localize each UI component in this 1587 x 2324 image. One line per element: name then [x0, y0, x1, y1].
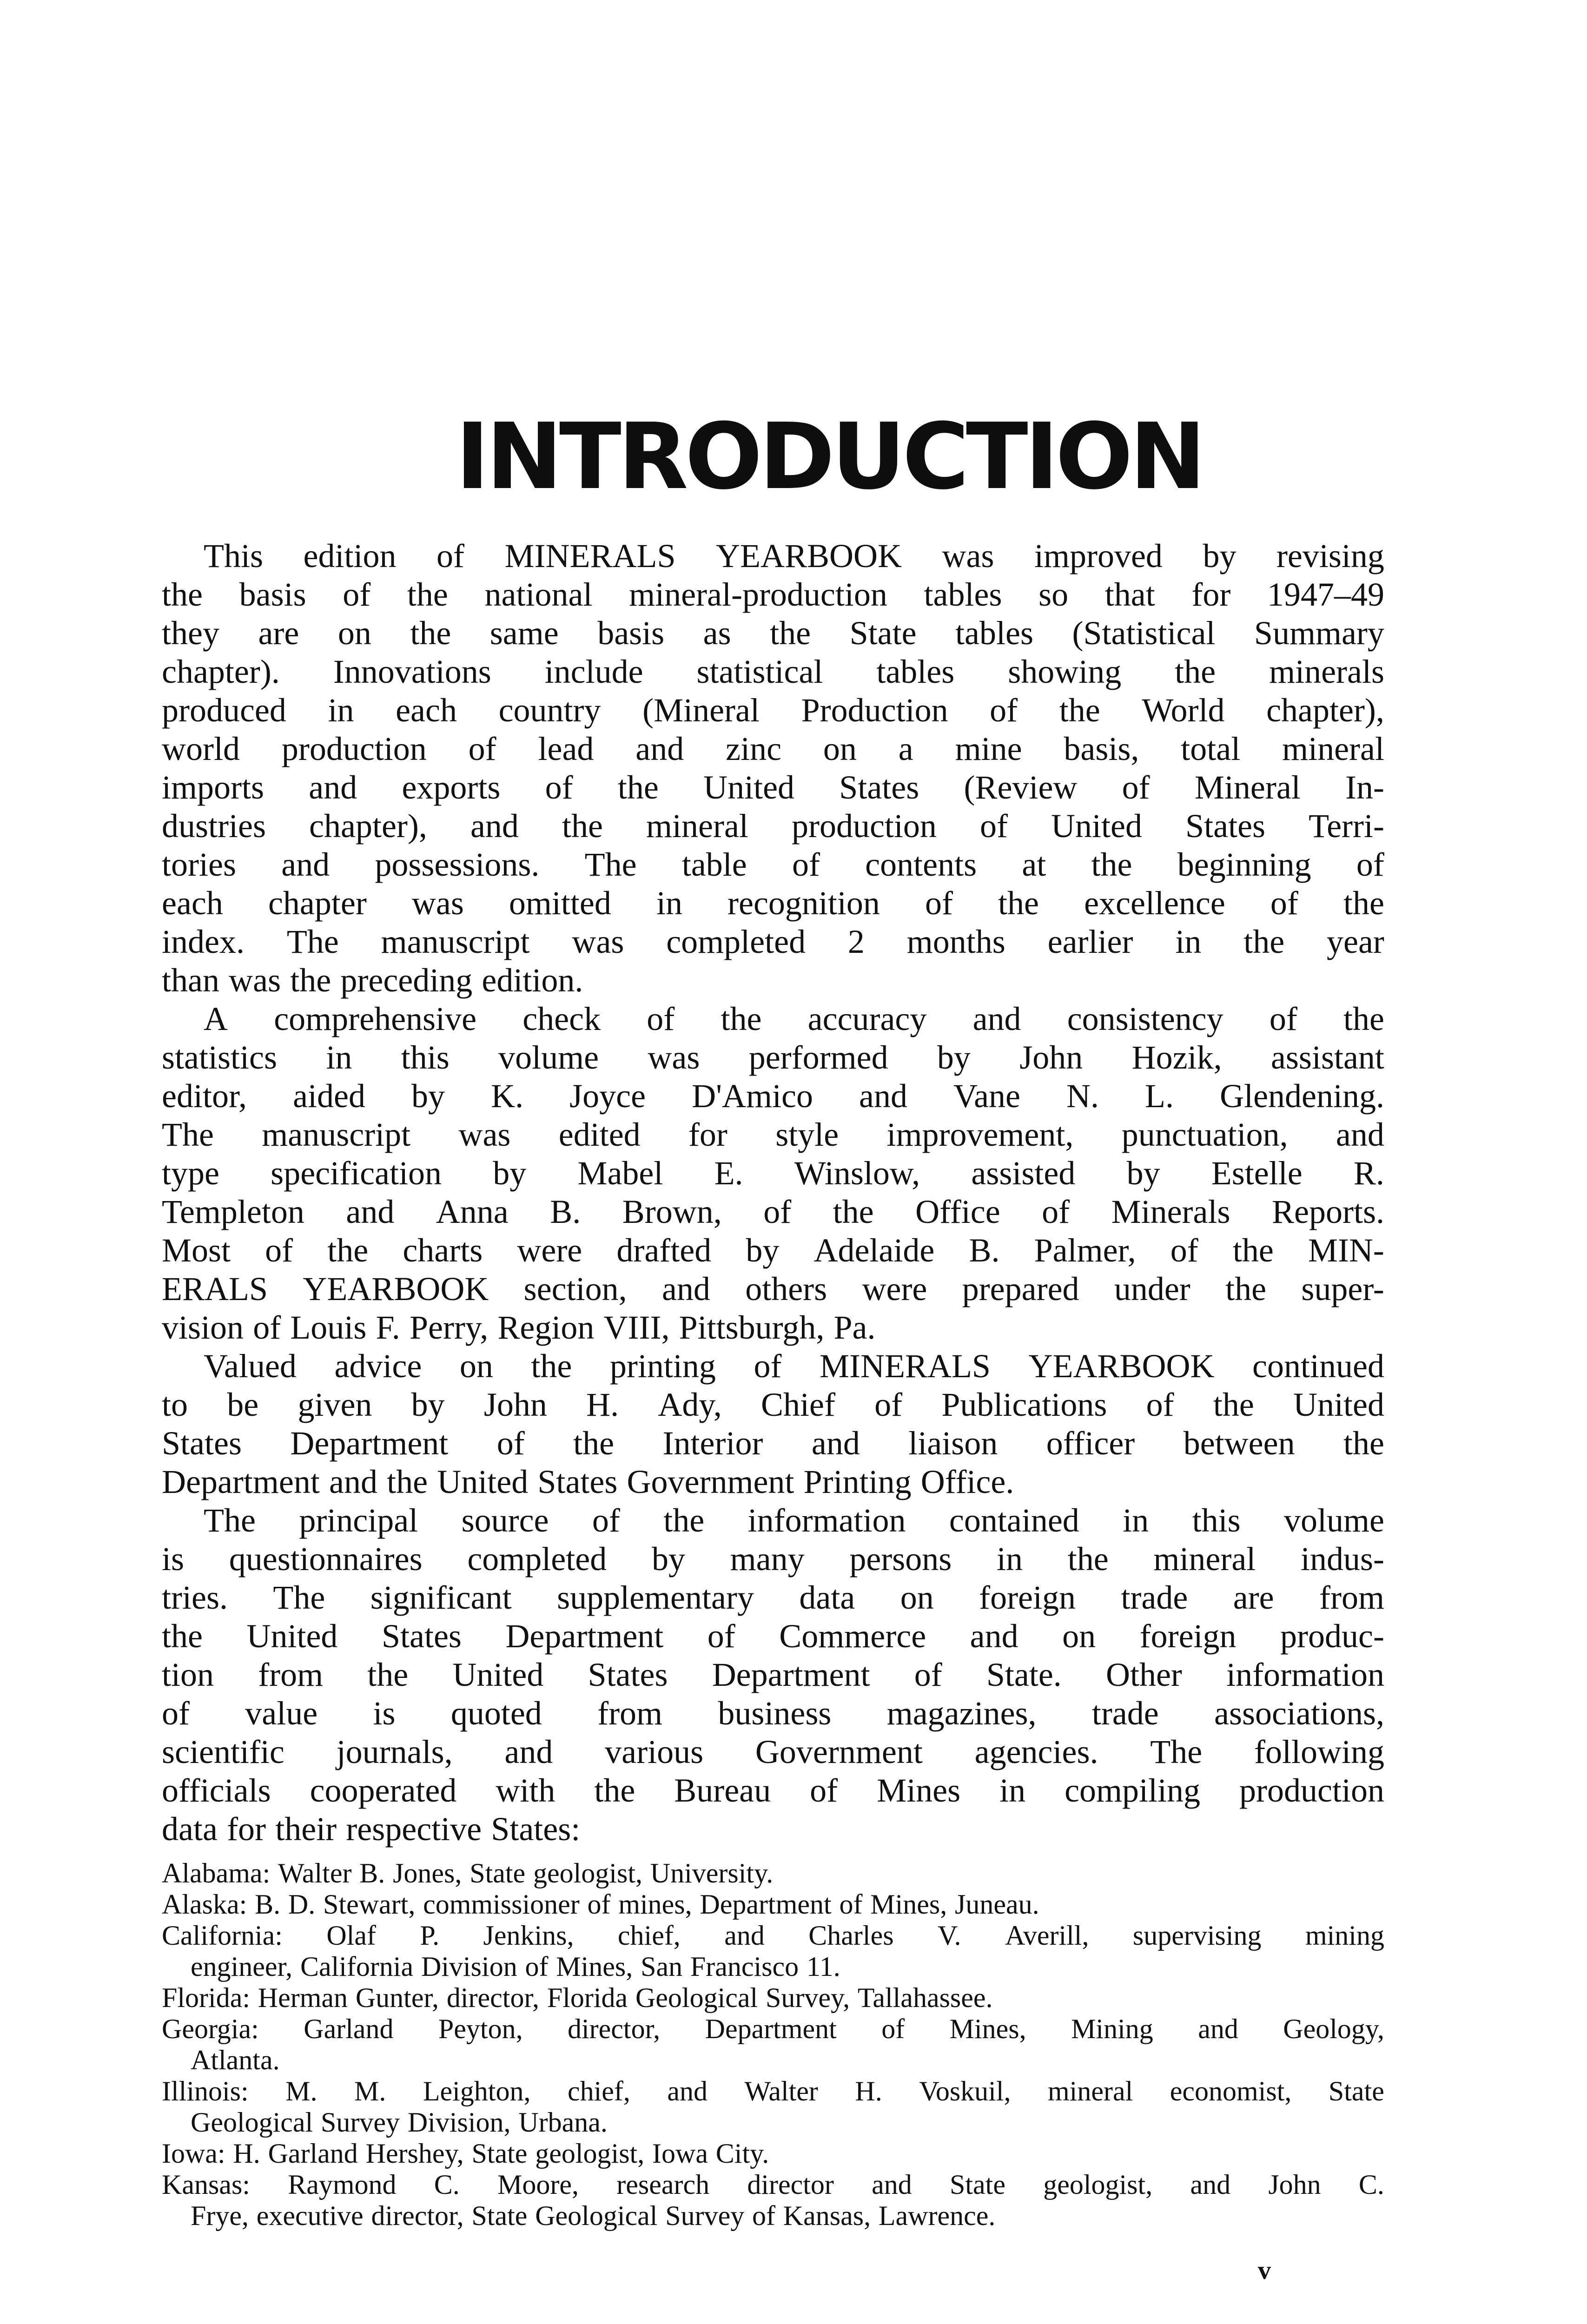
text-line: The principal source of the information contained in this volume [204, 1502, 1384, 1539]
text-line: of value is quoted from business magazines, trade associations, [162, 1695, 1384, 1732]
text-line: to be given by John H. Ady, Chief of Publications of the United [162, 1386, 1384, 1423]
text-line: Valued advice on the printing of MINERALS YEARBOOK continued [204, 1347, 1384, 1385]
official-line: Alaska: B. D. Stewart, commissioner of mines, Department of Mines, Juneau. [162, 1889, 1039, 1920]
paragraph [162, 537, 1384, 1000]
text-line: tries. The significant supplementary data on foreign trade are from [162, 1579, 1384, 1616]
official-line: Frye, executive director, State Geological Survey of Kansas, Lawrence. [191, 2200, 996, 2231]
text-line: States Department of the Interior and liaison officer between the [162, 1425, 1384, 1462]
body-text [162, 537, 1384, 2232]
official-line: Georgia: Garland Peyton, director, Department of Mines, Mining and Geology, [162, 2014, 1384, 2044]
officials-list [162, 1858, 1384, 2232]
text-line: The manuscript was edited for style improvement, punctuation, and [162, 1116, 1384, 1153]
text-line: Department and the United States Government Printing Office. [162, 1463, 1014, 1500]
text-line: ERALS YEARBOOK section, and others were prepared under the super- [162, 1270, 1384, 1307]
text-line: vision of Louis F. Perry, Region VIII, Pittsburgh, Pa. [162, 1309, 876, 1346]
text-line: officials cooperated with the Bureau of Mines in compiling production [162, 1772, 1384, 1809]
official-entry [162, 2169, 1384, 2232]
text-line: imports and exports of the United States (Review of Mineral In- [162, 769, 1384, 806]
text-line: the basis of the national mineral-production tables so that for 1947–49 [162, 576, 1384, 613]
official-entry [162, 2014, 1384, 2076]
text-line: index. The manuscript was completed 2 months earlier in the year [162, 923, 1384, 960]
official-line: Kansas: Raymond C. Moore, research director and State geologist, and John C. [162, 2169, 1384, 2200]
text-line: Templeton and Anna B. Brown, of the Office of Minerals Reports. [162, 1193, 1384, 1230]
text-line: statistics in this volume was performed by John Hozik, assistant [162, 1039, 1384, 1076]
official-entry [162, 1858, 1384, 1889]
page-number: v [1258, 2256, 1271, 2285]
official-line: Illinois: M. M. Leighton, chief, and Walter H. Voskuil, mineral economist, State [162, 2076, 1384, 2106]
official-entry [162, 2076, 1384, 2138]
text-line: is questionnaires completed by many persons in the mineral indus- [162, 1540, 1384, 1578]
text-line: chapter). Innovations include statistical tables showing the minerals [162, 653, 1384, 690]
text-line: than was the preceding edition. [162, 962, 583, 999]
text-line: Most of the charts were drafted by Adelaide B. Palmer, of the MIN- [162, 1232, 1384, 1269]
official-entry [162, 1920, 1384, 1982]
text-line: world production of lead and zinc on a mine basis, total mineral [162, 730, 1384, 767]
paragraph [162, 1347, 1384, 1501]
text-line: each chapter was omitted in recognition of the excellence of the [162, 885, 1384, 922]
official-line: Geological Survey Division, Urbana. [191, 2107, 608, 2138]
text-line: type specification by Mabel E. Winslow, assisted by Estelle R. [162, 1155, 1384, 1192]
official-line: engineer, California Division of Mines, San Francisco 11. [191, 1951, 840, 1982]
text-line: the United States Department of Commerce and on foreign produc- [162, 1618, 1384, 1655]
official-line: Florida: Herman Gunter, director, Florida Geological Survey, Tallahassee. [162, 1982, 993, 2013]
text-line: tories and possessions. The table of contents at the beginning of [162, 846, 1384, 883]
paragraph-list [162, 537, 1384, 1849]
text-line: editor, aided by K. Joyce D'Amico and Vane N. L. Glendening. [162, 1077, 1384, 1115]
official-entry [162, 1982, 1384, 2014]
text-line: data for their respective States: [162, 1810, 581, 1848]
official-line: Iowa: H. Garland Hershey, State geologist, Iowa City. [162, 2138, 769, 2169]
official-line: Atlanta. [191, 2045, 280, 2075]
official-line: Alabama: Walter B. Jones, State geologist, University. [162, 1858, 774, 1888]
official-entry [162, 1889, 1384, 1920]
text-line: This edition of MINERALS YEARBOOK was improved by revising [204, 537, 1384, 574]
paragraph [162, 1000, 1384, 1347]
text-line: they are on the same basis as the State tables (Statistical Summary [162, 614, 1384, 652]
page-title: INTRODUCTION [456, 404, 1203, 510]
text-line: produced in each country (Mineral Production of the World chapter), [162, 692, 1384, 729]
text-line: scientific journals, and various Government agencies. The following [162, 1733, 1384, 1770]
official-line: California: Olaf P. Jenkins, chief, and Charles V. Averill, supervising mining [162, 1920, 1384, 1951]
official-entry [162, 2138, 1384, 2169]
text-line: A comprehensive check of the accuracy and consistency of the [204, 1000, 1384, 1037]
text-line: dustries chapter), and the mineral production of United States Terri- [162, 807, 1384, 845]
text-line: tion from the United States Department of State. Other information [162, 1656, 1384, 1693]
paragraph [162, 1501, 1384, 1849]
